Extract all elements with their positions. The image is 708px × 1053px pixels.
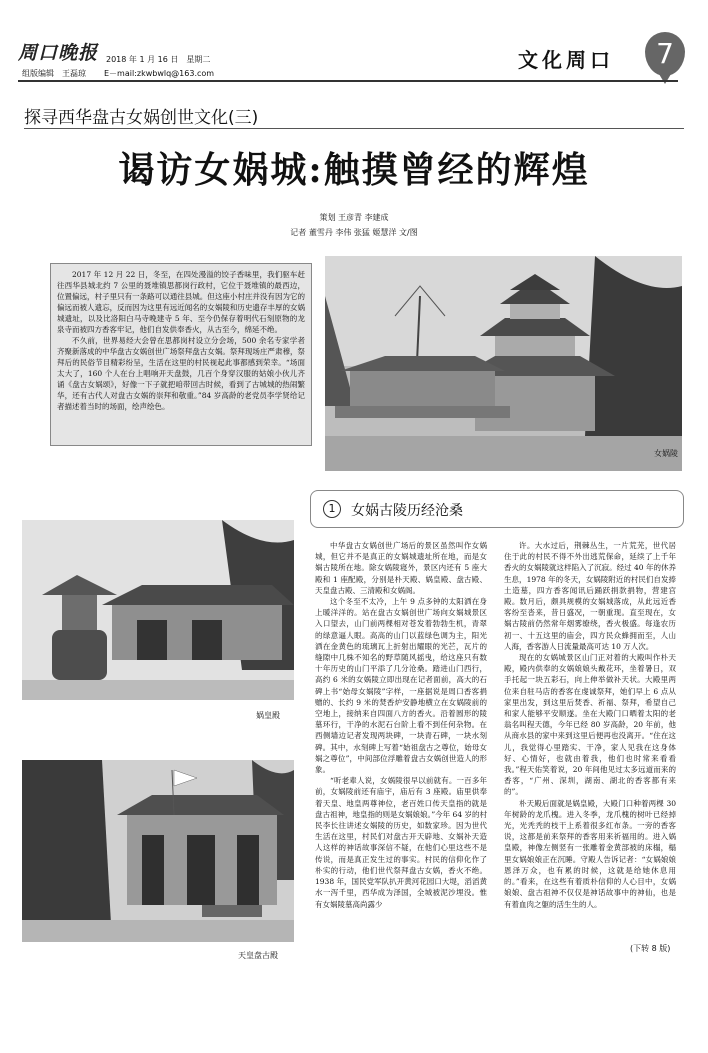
body-paragraph: 朴天殿后面就是娲皇殿，大殿门口种着两棵 30 年树龄的龙爪槐。进入冬季，龙爪槐的树叶已经掉光，光秃秃的枝干上系着很多红布条。一旁的香客说，这都是前来祭拜的香客用来祈福用的。进入娲皇殿，神像左侧竖有一张雕着金黄部被的床榻，榻里女娲娘娘正在沉睡。守殿人告诉记者：“女娲娘娘恩泽万众，也有累的时候，这就是给她休息用的。”看来，在这些有着质朴信仰的人心目中，女娲娘娘、盘古祖神不仅仅是神话故事中的神仙，也是有着血肉之躯的活生生的人。 [504, 798, 676, 909]
credit-reporters: 记者 董雪丹 李伟 张猛 姬慧洋 文/图 [290, 228, 418, 237]
editor-email: E－mail:zkwbwlq@163.com [104, 69, 215, 78]
subsection-number: 1 [323, 500, 341, 518]
photo-nuwa-tomb [325, 256, 682, 471]
lead-box [50, 263, 312, 446]
photo-tianhuang-pangu-hall [22, 760, 294, 942]
body-paragraph: “听老辈人说，女娲陵很早以前就有。一百多年前，女娲陵前还有庙宇，庙后有 3 座殿。庙里供奉着天皇、地皇两尊神位，老百姓口传天皇指的就是盘古祖神，地皇指的则是女娲娘娘。”今年 64 岁的村民李长往讲述女娲陵的历史，如数家珍。因为世代生活在这里，村民们对盘古开天辟地、女娲补天造人这样的神话故事深信不疑，在他们心里这些不是传说，而是真正发生过的事实。村民的信仰化作了朴实的行动，他们世代祭拜盘古女娲，香火不绝。1938 年，国民党军队扒开黄河花园口大堤，滔滔黄水一泻千里，西华成为泽国，全城被泥沙埋没。惟有女娲陵墓高尚露少 [315, 776, 487, 909]
body-column-left [315, 540, 487, 960]
body-column-right [504, 540, 676, 940]
series-divider [24, 128, 684, 129]
caption-wahuang-hall: 娲皇殿 [256, 711, 280, 720]
photo-nuwa-tomb-image [325, 256, 682, 471]
page-header [0, 0, 708, 86]
photo-tianhuang-pangu-hall-image [22, 760, 294, 942]
newspaper-logo: 周口晚报 [18, 42, 99, 64]
lead-paragraph: 不久前，世界易经大会曾在思都岗村设立分会场，500 余名专家学者齐聚新落成的中华盘古女娲创世广场祭拜盘古女娲。祭拜现场庄严肃穆，祭拜后的民俗节目精彩纷呈，生活在这里的村民视起此事都感到荣幸。“场面太大了，160 个人在台上唱响开天盘鼓，几百个身穿汉服的姑娘小伙儿齐诵《盘古女娲颂》，好像一下子就把咱带回古时候，看到了古城城的热闹繁华，还有古代人对盘古女娲的崇拜和敬重。”84 岁高龄的老党员李学贤给记者描述着当时的场面，绘声绘色。 [57, 336, 305, 411]
caption-nuwa-tomb: 女娲陵 [654, 449, 678, 458]
body-paragraph: 中华盘古女娲创世广场后的景区虽然叫作女娲城，但它并不是真正的女娲城遗址所在地，而是女娲古陵所在地。除女娲陵寝外，景区内还有 5 座大殿和 1 座配殿，分别是朴天殿、娲皇殿、盘古殿、天皇盘古殿、三清殿和女娲阁。 [315, 541, 487, 595]
article-title: 谒访女娲城:触摸曾经的辉煌 [118, 149, 590, 191]
layout-editor: 组版编辑 王磊琼 [22, 69, 86, 78]
subsection-title: 女娲古陵历经沧桑 [351, 503, 463, 519]
photo-wahuang-hall-image [22, 520, 294, 700]
page-number-badge [645, 32, 685, 76]
lead-paragraph: 2017 年 12 月 22 日，冬至，在四处漫溢的饺子香味里，我们驱车赶往西华县城北约 7 公里的聂堆镇思都岗行政村，它位于聂堆镇的最西边，位置偏远，村子里只有一条路可以通往县城。但这座小村庄并没有因为它的偏远而被人遗忘，反而因为这里有远近闻名的女娲陵和历史遗存丰厚的女娲城遗址，以及比洛阳白马寺晚建寺 5 年、至今仍保存着明代石刻原物的龙泉寺而被四方香客牢记，他们自发供奉香火，从古至今，绵延不绝。 [57, 270, 305, 334]
photo-wahuang-hall [22, 520, 294, 700]
header-divider [18, 80, 678, 82]
body-paragraph: 现在的女娲城景区山门正对着的大殿叫作朴天殿，殿内供奉的女娲娘娘头戴花环，坐着暑日，双手托起一块五彩石，向上伸举做补天状。大殿里两位来自驻马店的香客在虔诚祭拜，她们早上 6 点从家里出发，到这里后焚香、祈福、祭拜，希望自己和家人能够平安顺遂。坐在大殿门口晒着太阳的老翁名叫程天德，今年已经 80 岁高龄，20 年前，他从商水县的家中来到这里后便再也没离开。“住在这儿，我觉得心里踏实、干净，家人见我在这身体好、心情好，也就由着我，他们也时常来看看我。”程天佑笑着说，20 年间他见过太多远道而来的香客，“广州、深圳，湖南、湖北的香客都有来的”。 [504, 653, 676, 797]
continued-note: (下转 8 版) [630, 944, 671, 953]
caption-tianhuang-pangu-hall: 天皇盘古殿 [238, 951, 278, 960]
subsection-heading [310, 490, 684, 528]
credit-planner: 策划 王彦青 李建成 [319, 213, 389, 222]
page-number: 7 [656, 37, 674, 70]
body-paragraph: 这个冬至不太冷，上午 9 点多钟的太阳洒在身上暖洋洋的。站在盘古女娲创世广场向女娲城景区入口望去，山门前两棵相对苍发着勃勃生机，青翠的绿意逼人眼。高高的山门以蓝绿色调为主，阳光洒在金黄色的琉璃瓦上折射出耀眼的光芒，瓦片的缝隙中几株不知名的野草随风摇曳，给这座只有数十年历史的山门平添了几分沧桑。踏进山门西行，高约 6 米的女娲陵立即出现在记者面前，高大的石碑上书“始母女娲陵”字样，一座据说是周口香客捐赠的、长约 9 米的焚香炉安静地横立在女娲陵前的空地上，接纳来自四面八方的香火。沿着圆形的陵墓环行，干净的水泥石台阶上看不到任何杂物。在西侧墙边记者发现两块碑，一块青石碑，一块水刻碑。其中，水刻碑上写着“始祖盘古之尊位，始母女娲之尊位”，中间部位浮雕着盘古女娲创世造人的形象。 [315, 597, 487, 775]
issue-date: 2018 年 1 月 16 日 星期二 [106, 55, 211, 64]
body-paragraph: 许。大水过后，荆棘丛生，一片荒芜，世代居住于此的村民不得不外出逃荒保命，延续了上千年香火的女娲陵就这样陷入了沉寂。经过 40 年的休养生息，1978 年的冬天，女娲陵附近的村民们自发捧土造墓，四方香客闻讯后踊跃捐款捐物，营建宫殿。数月后，颇具规模的女娲城落成，从此远近香客纷至沓来，昔日盛况，一朝重现。直至现在，女娲古陵前仍然常年烟雾缭绕，香火极盛。每逢农历初一、十五这里的庙会，四方民众蜂拥而至，人山人海，香客游人日流量最高可达 10 万人次。 [504, 541, 676, 651]
series-title: 探寻西华盘古女娲创世文化(三) [24, 108, 259, 128]
section-title: 文化周口 [518, 48, 614, 72]
